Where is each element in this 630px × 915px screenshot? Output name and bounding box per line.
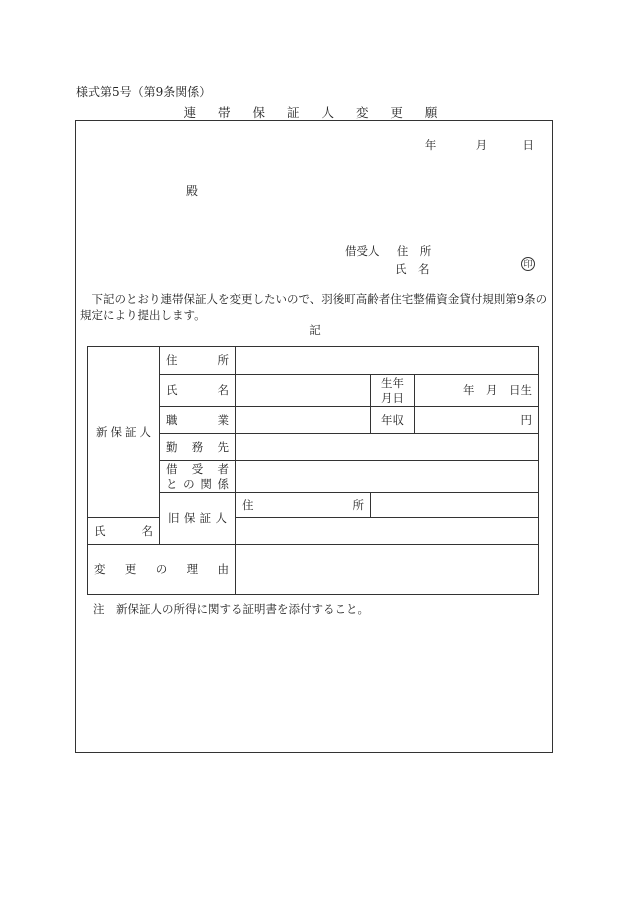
borrower-address-label: 住 所 [396,244,432,258]
name-label: 氏名 [160,375,236,407]
old-address-label: 住所 [236,493,371,518]
table-row [88,347,539,375]
date-day-label: 日 [522,138,534,152]
relation-field[interactable] [236,461,539,493]
old-name-label: 氏名 [88,518,160,545]
income-field[interactable]: 円 [415,407,539,434]
birth-label [371,375,415,407]
request-body-text: 下記のとおり連帯保証人を変更したいので、羽後町高齢者住宅整備資金貸付規則第9条の規定により提出します。 [80,292,548,322]
workplace-label: 勤務先 [160,434,236,461]
old-address-field[interactable] [371,493,539,518]
workplace-field[interactable] [236,434,539,461]
change-reason-field[interactable] [236,545,539,595]
date-row [425,137,534,153]
occupation-label: 職業 [160,407,236,434]
form-number-label: 様式第5号（第9条関係） [76,85,212,99]
date-month-label: 月 [475,138,488,152]
footnote: 注 新保証人の所得に関する証明書を添付すること。 [93,602,369,616]
birth-date-field[interactable]: 年 月 日生 [415,375,539,407]
guarantor-table [87,346,539,595]
birth-label-line1: 生年 [381,375,404,390]
borrower-address-row [345,243,431,259]
seal-mark: 印 [521,257,535,271]
relation-label-line1: 借受者 [166,461,229,476]
table-row [88,518,539,545]
borrower-name-label: 氏 名 [395,262,430,276]
old-guarantor-header: 旧保証人 [160,493,236,545]
change-reason-label: 変更の理由 [88,545,236,595]
relation-label-line2: との関係 [166,476,229,491]
birth-label-line2: 月日 [381,390,404,405]
borrower-role-label: 借受人 [345,244,380,258]
income-label: 年収 [371,407,415,434]
occupation-field[interactable] [236,407,371,434]
table-row [88,545,539,595]
date-year-label: 年 [424,138,437,152]
new-name-field[interactable] [236,375,371,407]
document-title: 連 帯 保 証 人 変 更 願 [183,105,447,120]
old-name-field[interactable] [236,518,539,545]
new-address-field[interactable] [236,347,539,375]
ki-heading: 記 [309,323,321,337]
relation-label [160,461,236,493]
addressee-suffix: 殿 [186,184,199,198]
address-label: 住所 [160,347,236,375]
new-guarantor-header: 新保証人 [88,347,160,518]
